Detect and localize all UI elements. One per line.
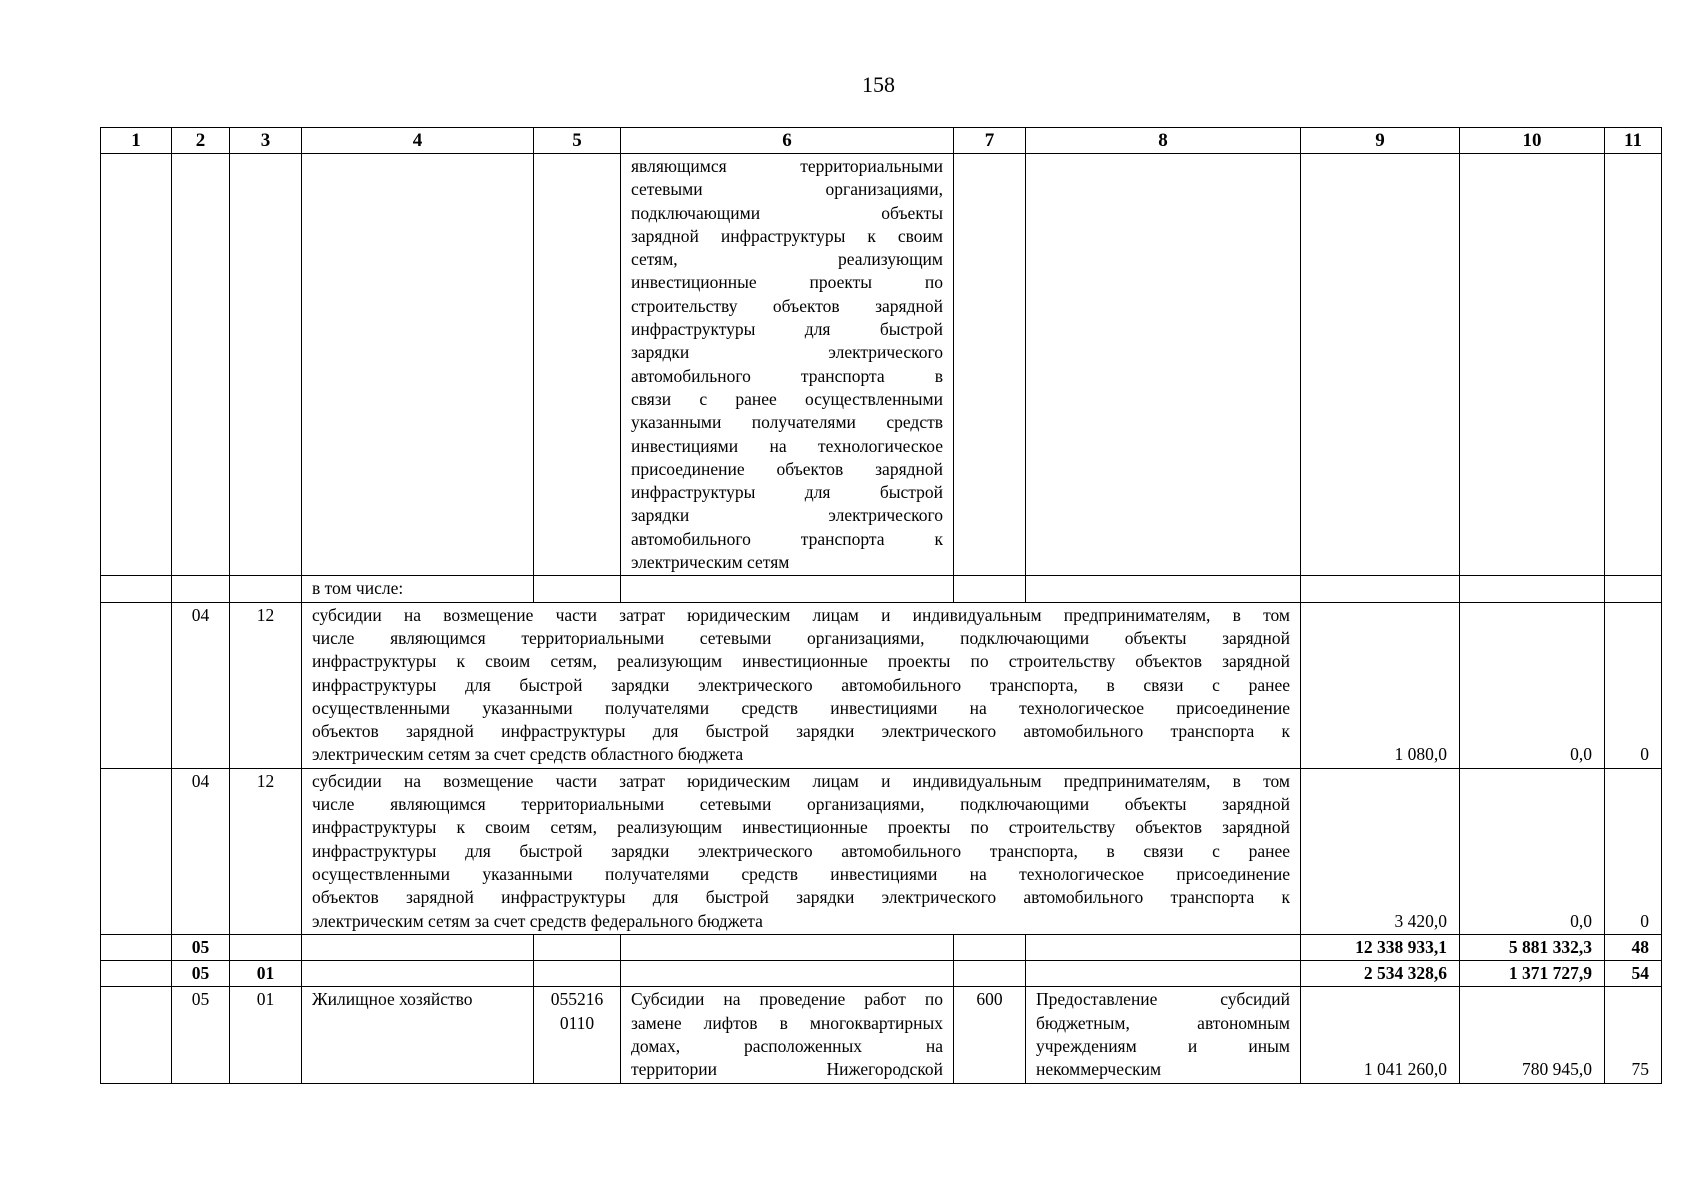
program-name: Жилищное хозяйство	[302, 987, 534, 1083]
header-row	[101, 128, 1662, 154]
column-header: 9	[1301, 128, 1460, 154]
executed-amount: 780 945,0	[1460, 987, 1605, 1083]
subsection-code: 01	[230, 961, 302, 987]
column-header: 2	[172, 128, 230, 154]
text-line: инвестиционные проекты по	[631, 272, 943, 293]
approved-amount: 1 080,0	[1301, 602, 1460, 768]
text-line: территории Нижегородской	[631, 1059, 943, 1080]
table-row	[101, 154, 1662, 576]
approved-amount: 1 041 260,0	[1301, 987, 1460, 1083]
text-line: инфраструктуры к своим сетям, реализующим инвестиционные проекты по строительству объектов зарядной	[312, 817, 1290, 838]
column-header: 7	[954, 128, 1026, 154]
subsection-code: 12	[230, 602, 302, 768]
page-number: 158	[862, 72, 895, 97]
text-line: осуществленными указанными получателями средств инвестициями на технологическое присоединение	[312, 863, 1290, 884]
text-line: инвестициями на технологическое	[631, 435, 943, 456]
column-header: 10	[1460, 128, 1605, 154]
text-line: автомобильного транспорта в	[631, 365, 943, 386]
text-line: субсидии на возмещение части затрат юридическим лицам и индивидуальным предпринимателям, в том	[312, 770, 1290, 791]
text-line: учреждениям и иным	[1036, 1035, 1290, 1056]
text-line: подключающими объекты	[631, 202, 943, 223]
text-line: Субсидии на проведение работ по	[631, 989, 943, 1010]
text-line: зарядной инфраструктуры к своим	[631, 225, 943, 246]
expense-description-cell	[621, 154, 954, 576]
section-code: 05	[172, 987, 230, 1083]
text-line: указанными получателями средств	[631, 412, 943, 433]
subsection-code: 12	[230, 768, 302, 934]
executed-amount: 1 371 727,9	[1460, 961, 1605, 987]
subsection-total-row	[101, 961, 1662, 987]
text-line: замене лифтов в многоквартирных	[631, 1012, 943, 1033]
approved-amount: 2 534 328,6	[1301, 961, 1460, 987]
approved-amount: 12 338 933,1	[1301, 934, 1460, 960]
section-total-row	[101, 934, 1662, 960]
execution-percent: 48	[1605, 934, 1662, 960]
column-header: 6	[621, 128, 954, 154]
text-line: зарядки электрического	[631, 505, 943, 526]
subsidy-description	[302, 768, 1301, 934]
section-code: 04	[172, 602, 230, 768]
table-row	[101, 576, 1662, 602]
table-row	[101, 602, 1662, 768]
text-line: Предоставление субсидий	[1036, 989, 1290, 1010]
section-code: 05	[172, 934, 230, 960]
executed-amount: 0,0	[1460, 768, 1605, 934]
text-line: сетям, реализующим	[631, 249, 943, 270]
expense-type-code: 600	[954, 987, 1026, 1083]
executed-amount: 0,0	[1460, 602, 1605, 768]
text-line: объектов зарядной инфраструктуры для быстрой зарядки электрического автомобильного транспорта к	[312, 721, 1290, 742]
text-line: числе являющимся территориальными сетевыми организациями, подключающими объекты зарядной	[312, 794, 1290, 815]
text-line: числе являющимся территориальными сетевыми организациями, подключающими объекты зарядной	[312, 627, 1290, 648]
text-line: инфраструктуры для быстрой	[631, 482, 943, 503]
column-header: 5	[534, 128, 621, 154]
text-line: инфраструктуры для быстрой зарядки электрического автомобильного транспорта, в связи с ранее	[312, 674, 1290, 695]
text-line: являющимся территориальными	[631, 156, 943, 176]
column-header: 8	[1026, 128, 1301, 154]
text-line: 0110	[559, 1012, 595, 1033]
text-line: электрическим сетям за счет средств областного бюджета	[312, 744, 744, 765]
text-line: осуществленными указанными получателями средств инвестициями на технологическое присоединение	[312, 697, 1290, 718]
execution-percent: 0	[1605, 602, 1662, 768]
subsidy-description	[302, 602, 1301, 768]
text-line: связи с ранее осуществленными	[631, 388, 943, 409]
table-row	[101, 987, 1662, 1083]
expense-type-name	[1026, 987, 1301, 1083]
text-line: электрическим сетям за счет средств федерального бюджета	[312, 910, 763, 931]
target-article-code	[534, 987, 621, 1083]
text-line: инфраструктуры к своим сетям, реализующим инвестиционные проекты по строительству объектов зарядной	[312, 651, 1290, 672]
budget-table	[100, 127, 1662, 1084]
text-line: строительству объектов зарядной	[631, 295, 943, 316]
expense-description-cell	[621, 987, 954, 1083]
text-line: некоммерческим	[1036, 1059, 1162, 1080]
text-line: инфраструктуры для быстрой	[631, 319, 943, 340]
text-line: инфраструктуры для быстрой зарядки электрического автомобильного транспорта, в связи с ранее	[312, 840, 1290, 861]
approved-amount: 3 420,0	[1301, 768, 1460, 934]
text-line: автомобильного транспорта к	[631, 528, 943, 549]
executed-amount: 5 881 332,3	[1460, 934, 1605, 960]
including-label: в том числе:	[302, 576, 534, 602]
text-line: присоединение объектов зарядной	[631, 458, 943, 479]
execution-percent: 0	[1605, 768, 1662, 934]
column-header: 11	[1605, 128, 1662, 154]
text-line: субсидии на возмещение части затрат юридическим лицам и индивидуальным предпринимателям, в том	[312, 604, 1290, 625]
execution-percent: 54	[1605, 961, 1662, 987]
text-line: объектов зарядной инфраструктуры для быстрой зарядки электрического автомобильного транспорта к	[312, 887, 1290, 908]
text-line: 055216	[550, 989, 604, 1010]
column-header: 4	[302, 128, 534, 154]
subsection-code: 01	[230, 987, 302, 1083]
table-row	[101, 768, 1662, 934]
column-header: 1	[101, 128, 172, 154]
section-code: 04	[172, 768, 230, 934]
text-line: сетевыми организациями,	[631, 179, 943, 200]
text-line: электрическим сетям	[631, 552, 790, 573]
text-line: домах, расположенных на	[631, 1035, 943, 1056]
section-code: 05	[172, 961, 230, 987]
text-line: зарядки электрического	[631, 342, 943, 363]
text-line: бюджетным, автономным	[1036, 1012, 1290, 1033]
column-header: 3	[230, 128, 302, 154]
execution-percent: 75	[1605, 987, 1662, 1083]
